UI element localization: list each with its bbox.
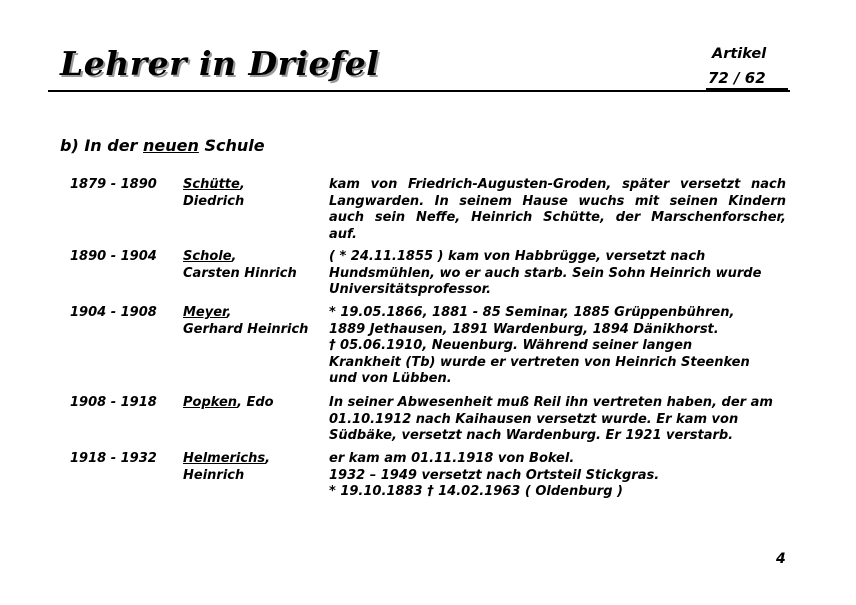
section-heading [60,136,265,155]
section-prefix: b) In der [60,136,144,155]
entry-text-line: In seiner Abwesenheit muß Reil ihn vertreten haben, der am [329,395,773,410]
entry-surname: Helmerichs [183,451,266,466]
entry-text-line: auch sein Neffe, Heinrich Schütte, der Marschenforscher, [329,210,786,225]
entry-text [329,249,786,299]
entry-firstname: Gerhard Heinrich [183,321,309,337]
section-underlined-word: neuen [143,136,199,155]
page-title: Lehrer in Driefel [60,44,380,83]
entry-text [329,395,786,445]
entry-years: 1904 - 1908 [70,305,157,320]
entry-years: 1890 - 1904 [70,249,157,264]
entry-surname: Meyer [183,305,227,320]
entry-years: 1879 - 1890 [70,177,157,192]
artikel-label: Artikel [712,46,767,62]
entry-text-line: * 19.05.1866, 1881 - 85 Seminar, 1885 Grüppenbühren, [329,305,735,320]
entry-text-line: Südbäke, versetzt nach Wardenburg. Er 1921 verstarb. [329,428,734,443]
entry-text [329,177,786,243]
entry-text-line: * 19.10.1883 † 14.02.1963 ( Oldenburg ) [329,484,623,499]
entry-years: 1908 - 1918 [70,395,157,410]
entry-text-line: kam von Friedrich-Augusten-Groden, später versetzt nach [329,177,786,192]
entry-text [329,305,786,388]
entry-surname-suffix: , Edo [237,395,274,410]
entry-text-line: Universitätsprofessor. [329,282,492,297]
entry-text-line: Hundsmühlen, wo er auch starb. Sein Sohn Heinrich wurde [329,265,762,281]
entry-surname-suffix: , [231,249,237,264]
page-number: 4 [776,551,786,567]
header-rule [48,90,790,92]
entry-text-line: Krankheit (Tb) wurde er vertreten von Heinrich Steenken [329,354,750,370]
entry-surname-suffix: , [226,305,232,320]
entry-surname-suffix: , [239,177,245,192]
entry-text-line: 1889 Jethausen, 1891 Wardenburg, 1894 Dänikhorst. [329,321,719,337]
entry-text [329,451,786,501]
entry-name [183,305,308,338]
entry-text-line: ( * 24.11.1855 ) kam von Habbrügge, versetzt nach [329,249,706,264]
entry-text-line: er kam am 01.11.1918 von Bokel. [329,451,575,466]
entry-firstname: Heinrich [183,467,245,483]
entry-firstname: Diedrich [183,193,245,209]
entry-name [183,451,270,484]
entry-text-line: Langwarden. In seinem Hause wuchs mit seinen Kindern [329,193,786,209]
entry-name [183,395,274,412]
artikel-number: 72 / 62 [708,69,766,87]
entry-firstname: Carsten Hinrich [183,265,297,281]
entry-text-line: und von Lübben. [329,371,452,386]
section-suffix: Schule [198,136,265,155]
entry-surname: Schole [183,249,232,264]
entry-name [183,249,297,282]
entry-text-line: 1932 – 1949 versetzt nach Ortsteil Stickgras. [329,467,660,483]
entry-years: 1918 - 1932 [70,451,157,466]
entry-name [183,177,245,210]
entry-text-line: auf. [329,226,357,242]
entry-surname: Popken [183,395,238,410]
entry-text-line: 01.10.1912 nach Kaihausen versetzt wurde. Er kam von [329,411,739,427]
entry-text-line: † 05.06.1910, Neuenburg. Während seiner langen [329,338,693,353]
entry-surname-suffix: , [265,451,271,466]
entry-surname: Schütte [183,177,240,192]
